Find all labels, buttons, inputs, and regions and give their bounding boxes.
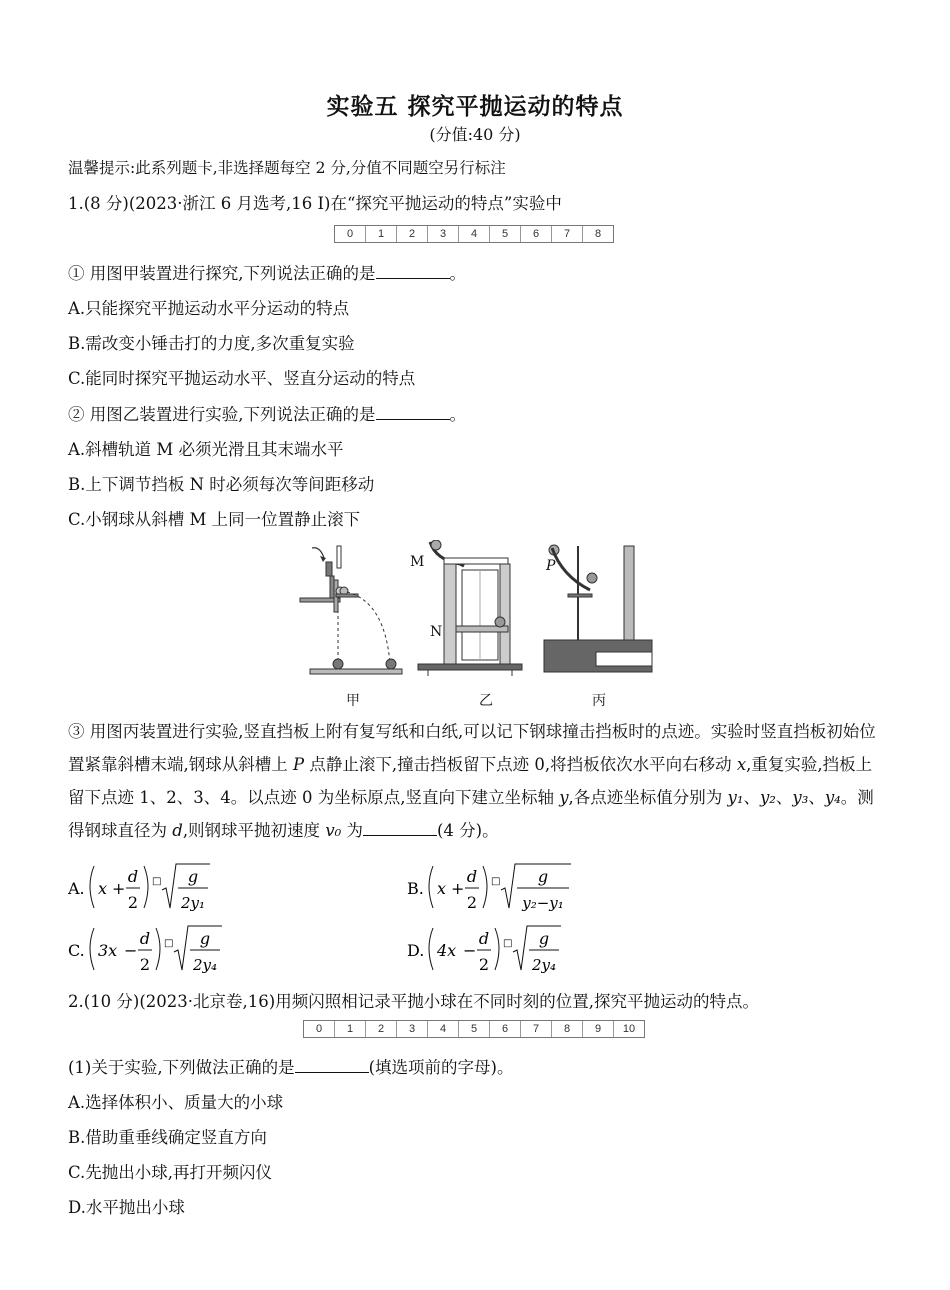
answer-blank[interactable] xyxy=(295,1056,369,1073)
option-label: D. xyxy=(407,941,425,960)
scale-cell[interactable]: 10 xyxy=(622,1023,636,1035)
sign-text: − xyxy=(124,941,138,960)
sign-text: + xyxy=(451,879,465,898)
placeholder-box: □ xyxy=(152,876,162,887)
q1-part1-stem: ① 用图甲装置进行探究,下列说法正确的是 。 xyxy=(68,264,466,283)
figure-bing-label: 丙 xyxy=(592,693,606,709)
q1-part3-option-a xyxy=(68,858,268,914)
q1-part2-option-c: C.小钢球从斜槽 M 上同一位置静止滚下 xyxy=(68,510,361,529)
q2-part1-option-a: A.选择体积小、质量大的小球 xyxy=(68,1093,284,1112)
numerator-d: d xyxy=(127,867,139,886)
numerator-g: g xyxy=(538,929,550,948)
right-paren xyxy=(495,928,499,970)
option-label: B. xyxy=(407,879,424,898)
page-title: 实验五 探究平抛运动的特点 xyxy=(326,94,624,120)
q2-part1-option-d: D.水平抛出小球 xyxy=(68,1198,185,1217)
figure-jia-apparatus xyxy=(290,540,410,680)
left-paren xyxy=(90,866,94,908)
denominator-2: 2 xyxy=(478,955,490,974)
denominator-2: 2 xyxy=(127,893,139,912)
scale-cell[interactable]: 4 xyxy=(459,226,490,242)
figure-jia-label: 甲 xyxy=(346,693,360,709)
q2-part1-option-c: C.先抛出小球,再打开频闪仪 xyxy=(68,1163,273,1182)
q2-score-scale xyxy=(303,1020,645,1038)
coef-text: x xyxy=(437,879,447,898)
q1-part1-option-c: C.能同时探究平抛运动水平、竖直分运动的特点 xyxy=(68,369,416,388)
answer-blank[interactable] xyxy=(376,262,450,279)
placeholder-box: □ xyxy=(491,876,501,887)
sign-text: − xyxy=(463,941,477,960)
answer-blank[interactable] xyxy=(376,403,450,420)
numerator-d: d xyxy=(139,929,151,948)
formula-option-a xyxy=(68,858,268,914)
q1-part1-option-a: A.只能探究平抛运动水平分运动的特点 xyxy=(68,299,350,318)
q1-part3-option-b xyxy=(407,858,607,914)
figure-yi-label: 乙 xyxy=(479,693,493,709)
scale-cell[interactable]: 1 xyxy=(366,226,397,242)
placeholder-box: □ xyxy=(503,938,513,949)
denominator-2: 2 xyxy=(139,955,151,974)
formula-option-d xyxy=(407,920,607,976)
q1-part2-stem: ② 用图乙装置进行实验,下列说法正确的是 。 xyxy=(68,405,466,424)
q2-part1-option-b: B.借助重垂线确定竖直方向 xyxy=(68,1128,267,1147)
scale-cell[interactable]: 2 xyxy=(366,1021,397,1037)
coef-text: 3x xyxy=(98,941,118,960)
scale-cell[interactable]: 6 xyxy=(521,226,552,242)
scale-cell[interactable]: 7 xyxy=(552,226,583,242)
q2-part1-stem: (1)关于实验,下列做法正确的是 (填选项前的字母)。 xyxy=(68,1058,514,1077)
denominator-text: 2y₁ xyxy=(180,894,206,912)
numerator-g: g xyxy=(199,929,211,948)
left-paren xyxy=(429,866,433,908)
numerator-d: d xyxy=(466,867,478,886)
figure-bing-apparatus xyxy=(538,540,658,680)
denominator-text: 2y₄ xyxy=(192,956,218,974)
scale-cell[interactable]: 4 xyxy=(428,1021,459,1037)
q1-part3-option-c xyxy=(68,920,268,976)
left-paren xyxy=(429,928,433,970)
denominator-text: y₂−y₁ xyxy=(522,894,564,912)
formula-option-b xyxy=(407,858,607,914)
placeholder-box: □ xyxy=(164,938,174,949)
scale-cell[interactable]: 3 xyxy=(428,226,459,242)
scale-cell[interactable]: 0 xyxy=(335,226,366,242)
right-paren xyxy=(144,866,148,908)
q1-part3-option-d xyxy=(407,920,607,976)
denominator-text: 2y₄ xyxy=(531,956,557,974)
option-label: A. xyxy=(68,879,85,898)
q1-part1-option-b: B.需改变小锤击打的力度,多次重复实验 xyxy=(68,334,355,353)
q1-part2-option-a: A.斜槽轨道 M 必须光滑且其末端水平 xyxy=(68,440,344,459)
q1-part3-stem: ③ 用图丙装置进行实验,竖直挡板上附有复写纸和白纸,可以记下钢球撞击挡板时的点迹。实验时竖直挡板初始位置紧靠斜槽末端,钢球从斜槽上 P 点静止滚下,撞击挡板留下点迹 0,将挡板依次水平向右移动 x,重复实验,挡板上留下点迹 1、2、3、4。以点迹 0 为坐标原点,竖直向下建立坐标轴 y,各点迹坐标值分别为 y₁、y₂、y₃、y₄。测得钢球直径为 d,则钢球平抛初速度 v₀ 为 (4 分)。 xyxy=(68,722,876,840)
scale-cell[interactable]: 0 xyxy=(304,1021,335,1037)
q2-header: 2.(10 分)(2023·北京卷,16)用频闪照相记录平抛小球在不同时刻的位置,探究平抛运动的特点。 xyxy=(68,992,759,1011)
q1-score-scale xyxy=(334,225,614,243)
answer-blank[interactable] xyxy=(363,819,437,836)
numerator-d: d xyxy=(478,929,490,948)
option-label: C. xyxy=(68,941,85,960)
figure-yi-apparatus xyxy=(408,540,533,680)
right-paren xyxy=(483,866,487,908)
scale-cell[interactable]: 9 xyxy=(583,1021,614,1037)
score-subtitle: (分值:40 分) xyxy=(429,125,521,144)
scale-cell[interactable]: 8 xyxy=(594,228,602,240)
scale-cell[interactable]: 7 xyxy=(521,1021,552,1037)
denominator-2: 2 xyxy=(466,893,478,912)
figure-label-m: M xyxy=(410,554,425,570)
formula-option-c xyxy=(68,920,268,976)
coef-text: 4x xyxy=(437,941,457,960)
scale-cell[interactable]: 2 xyxy=(397,226,428,242)
scale-cell[interactable]: 8 xyxy=(552,1021,583,1037)
coef-text: x xyxy=(98,879,108,898)
numerator-g: g xyxy=(187,867,199,886)
scale-cell[interactable]: 3 xyxy=(397,1021,428,1037)
q1-part2-option-b: B.上下调节挡板 N 时必须每次等间距移动 xyxy=(68,475,375,494)
scale-cell[interactable]: 1 xyxy=(335,1021,366,1037)
right-paren xyxy=(156,928,160,970)
numerator-g: g xyxy=(537,867,549,886)
figure-label-p: P xyxy=(546,558,556,574)
scale-cell[interactable]: 6 xyxy=(490,1021,521,1037)
hint-text: 温馨提示:此系列题卡,非选择题每空 2 分,分值不同题空另行标注 xyxy=(68,159,506,177)
scale-cell[interactable]: 5 xyxy=(459,1021,490,1037)
left-paren xyxy=(90,928,94,970)
figure-label-n: N xyxy=(430,624,443,640)
q1-header: 1.(8 分)(2023·浙江 6 月选考,16 Ⅰ)在“探究平抛运动的特点”实验中 xyxy=(68,194,562,213)
sign-text: + xyxy=(112,879,126,898)
scale-cell[interactable]: 5 xyxy=(490,226,521,242)
